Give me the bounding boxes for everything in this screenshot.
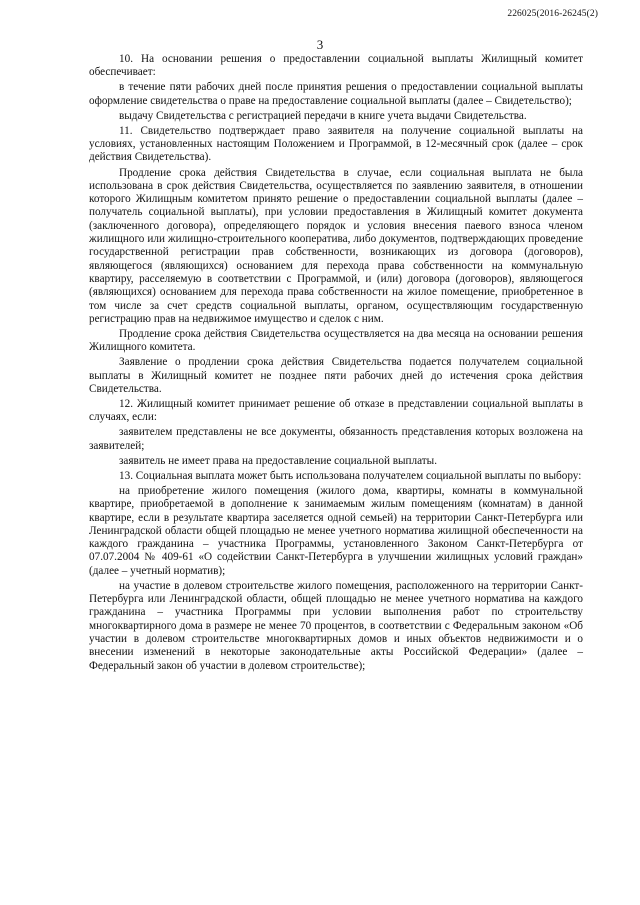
page-number: 3	[316, 37, 324, 52]
paragraph: 11. Свидетельство подтверждает право заявителя на получение социальной выплаты на условиях, установленных настоящим Положением и Программой, в 12-месячный срок (далее – срок действия Свидетельства).	[89, 124, 583, 164]
document-registration-number: 226025(2016-26245(2)	[507, 9, 598, 19]
paragraph: 13. Социальная выплата может быть использована получателем социальной выплаты по выбору:	[119, 469, 582, 482]
paragraph: 12. Жилищный комитет принимает решение об отказе в представлении социальной выплаты в случаях, если:	[89, 398, 583, 424]
paragraph: выдачу Свидетельства с регистрацией передачи в книге учета выдачи Свидетельства.	[119, 109, 527, 122]
paragraph: Продление срока действия Свидетельства осуществляется на два месяца на основании решения Жилищного комитета.	[89, 327, 583, 354]
paragraph: Продление срока действия Свидетельства в случае, если социальная выплата не была использована в срок действия Свидетельства, осуществляется по заявлению заявителя, в отношении которого Жилищным комитетом принято решение о предоставлении социальной выплаты (далее – получатель социальной выплаты), при условии предоставления в Жилищный комитет документа (заключенного договора), определяющего порядок и условия внесения паевого взноса членом жилищного или жилищно-строительного кооператива, либо документов, подтверждающих проведение государственной регистрации прав собственности, возникающих из договора (договоров), являющегося (являющихся) основанием для перехода права собственности на коммунальную квартиру, расселяемую в соответствии с Программой, и (или) договора (договоров), являющегося (являющихся) основанием для перехода права собственности на жилое помещение, приобретенное в том числе за счет средств социальной выплаты, органом, осуществляющим государственную регистрацию прав на недвижимое имущество и сделок с ним.	[89, 166, 583, 325]
paragraph: на участие в долевом строительстве жилого помещения, расположенного на территории Санкт-Петербурга или Ленинградской области, общей площадью не менее учетного норматива на каждого гражданина – участника Программы при условии выполнения работ по строительству многоквартирного дома в размере не менее 70 процентов, в соответствии с Федеральным законом «Об участии в долевом строительстве многоквартирных домов и иных объектов недвижимости и о внесении изменений в некоторые законодательные акты Российской Федерации» (далее – Федеральный закон об участии в долевом строительстве);	[89, 579, 583, 672]
paragraph: заявителем представлены не все документы, обязанность представления которых возложена на заявителей;	[89, 426, 583, 452]
paragraph: заявитель не имеет права на предоставление социальной выплаты.	[119, 454, 437, 467]
paragraph: в течение пяти рабочих дней после принятия решения о предоставлении социальной выплаты оформление свидетельства о праве на предоставление социальной выплаты (далее – Свидетельство);	[89, 81, 583, 107]
paragraph: на приобретение жилого помещения (жилого дома, квартиры, комнаты в коммунальной квартире, приобретаемой в дополнение к занимаемым жилым помещениям (комнатам) в данной квартире, если в результате квартира заселяется одной семьей) на территории Санкт-Петербурга или Ленинградской области общей площадью не менее учетного норматива жилищной обеспеченности на каждого гражданина – участника Программы, установленного Законом Санкт-Петербурга от 07.07.2004 № 409-61 «О содействии Санкт-Петербурга в улучшении жилищных условий граждан» (далее – учетный норматив);	[89, 484, 583, 577]
document-body	[89, 53, 583, 675]
paragraph: 10. На основании решения о предоставлении социальной выплаты Жилищный комитет обеспечивает:	[89, 53, 583, 79]
paragraph: Заявление о продлении срока действия Свидетельства подается получателем социальной выплаты в Жилищный комитет не позднее пяти рабочих дней до истечения срока действия Свидетельства.	[89, 356, 583, 395]
